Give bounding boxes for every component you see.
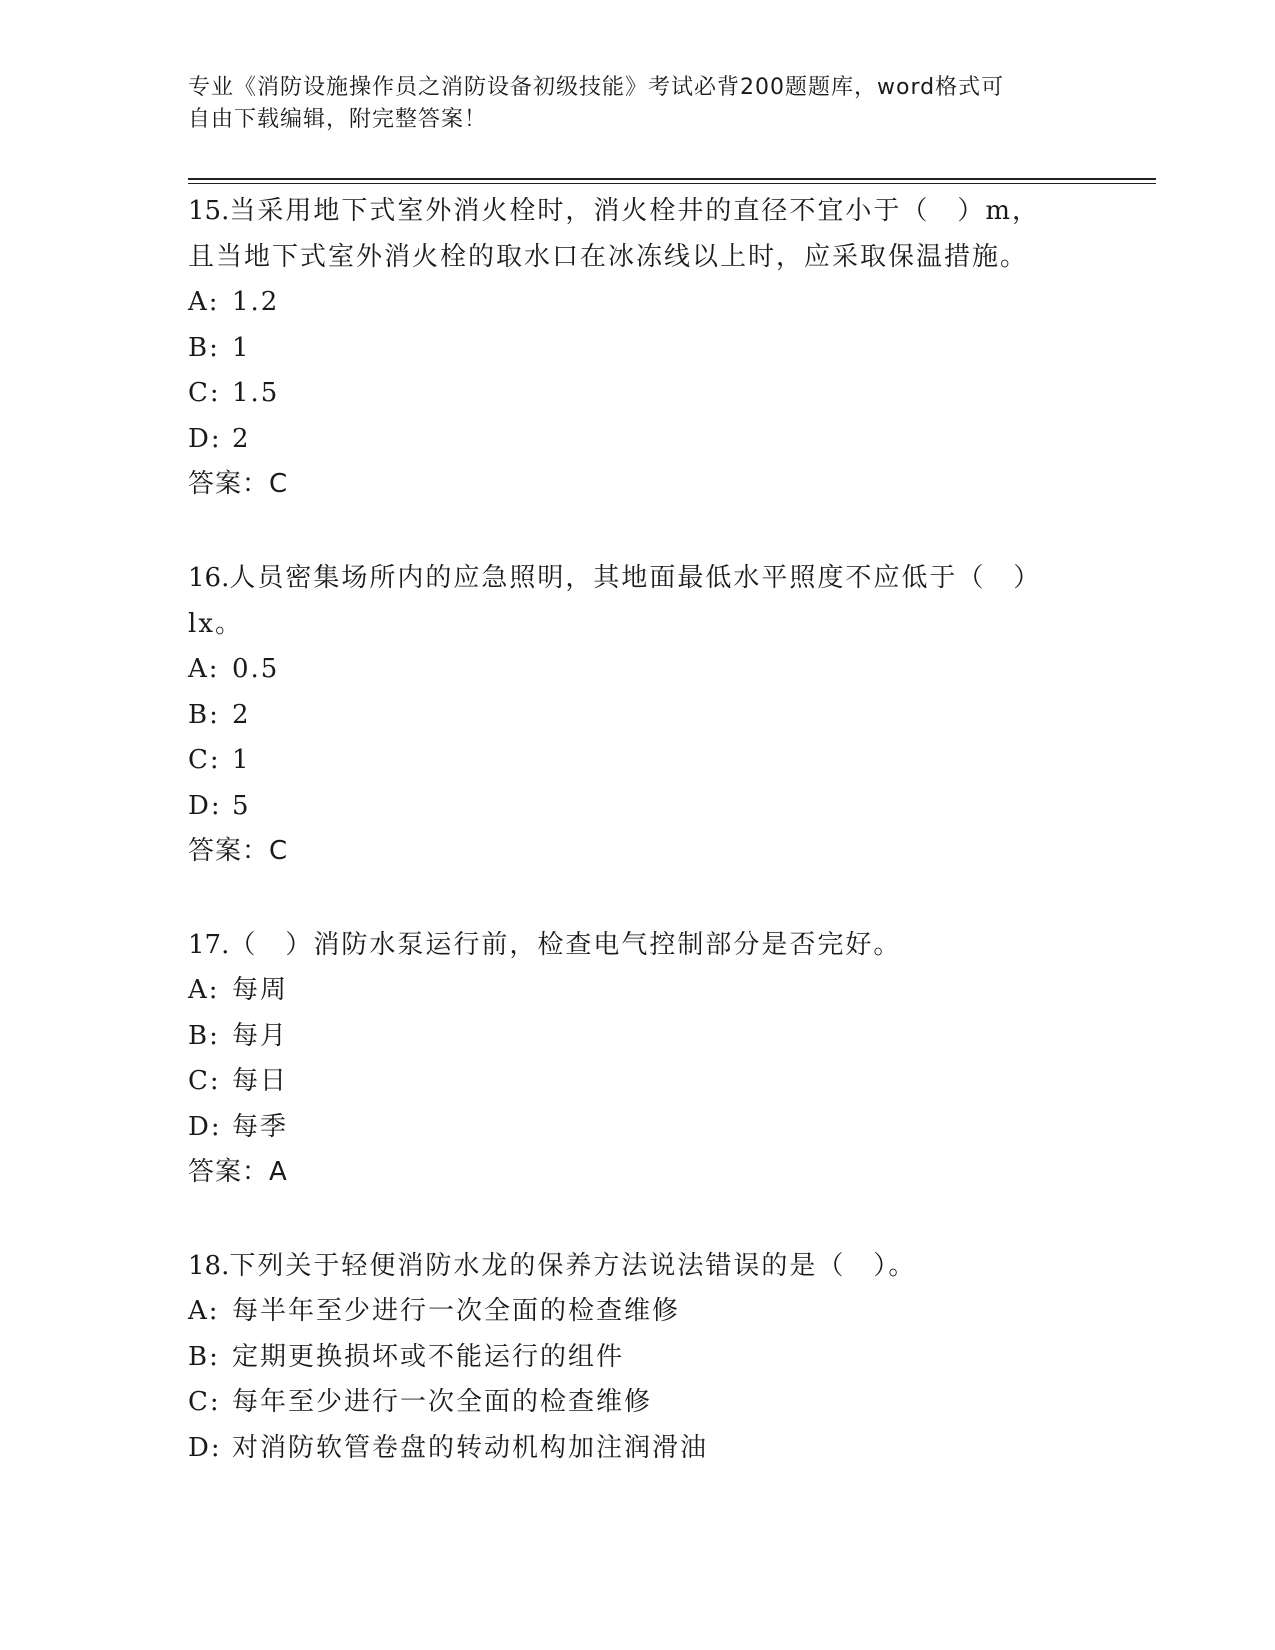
answer-option [188,693,1068,739]
option-key: A: [188,654,220,684]
option-text: 1.2 [232,287,280,317]
answer-line: 答案：C [188,836,289,866]
question-stem [188,922,1068,968]
question-text: lx。 [188,609,243,639]
option-text: 每月 [232,1020,289,1051]
option-key: A: [188,975,220,1005]
answer-option [188,1105,1068,1151]
question-list [188,188,1068,1519]
question-text: 人员密集场所内的应急照明，其地面最低水平照度不应低于（ ） [229,563,1042,593]
option-text: 每半年至少进行一次全面的检查维修 [232,1296,681,1326]
question-text: 且当地下式室外消火栓的取水口在冰冻线以上时，应采取保温措施。 [188,242,1029,272]
answer-option [188,371,1068,417]
option-text: 每年至少进行一次全面的检查维修 [232,1387,653,1417]
question-text: 下列关于轻便消防水龙的保养方法说法错误的是（ ）。 [229,1251,917,1281]
option-key: B: [188,1020,220,1051]
option-text: 定期更换损坏或不能运行的组件 [232,1341,625,1372]
question-number: 18. [188,1251,230,1281]
answer-option [188,1289,1068,1335]
answer-option [188,647,1068,693]
answer-option [188,784,1068,830]
question-stem [188,188,1068,234]
answer-option [188,280,1068,326]
option-text: 对消防软管卷盘的转动机构加注润滑油 [232,1432,709,1463]
option-text: 2 [232,699,251,730]
answer-option [188,1014,1068,1060]
option-text: 5 [232,790,251,821]
header-line-1: 专业《消防设施操作员之消防设备初级技能》考试必背200题题库，word格式可 [188,75,1005,100]
option-text: 每季 [232,1111,289,1142]
question-text: 当采用地下式室外消火栓时，消火栓井的直径不宜小于（ ）m， [229,196,1041,226]
answer-option [188,738,1068,784]
option-key: B: [188,332,220,363]
option-text: 1 [232,745,251,775]
option-text: 每周 [232,975,289,1005]
header-rule-thick [188,178,1156,180]
option-key: D: [188,1432,222,1463]
question-number: 17. [188,930,230,960]
document-header [188,72,1068,136]
question-stem [188,1243,1068,1289]
answer-option [188,1380,1068,1426]
answer-option [188,1426,1068,1472]
question-block [188,188,1068,507]
option-key: B: [188,699,220,730]
option-text: 1 [232,332,251,363]
question-block [188,555,1068,874]
answer-line: 答案：C [188,469,289,499]
question-number: 16. [188,563,230,593]
option-key: C: [188,378,221,408]
question-number: 15. [188,196,230,226]
question-text: （ ）消防水泵运行前，检查电气控制部分是否完好。 [229,930,902,960]
question-stem [188,555,1068,601]
answer-option [188,1059,1068,1105]
option-text: 0.5 [232,654,280,684]
option-key: C: [188,1387,221,1417]
answer-option [188,417,1068,463]
option-key: D: [188,1111,222,1142]
option-key: C: [188,745,221,775]
question-stem-continued [188,234,1068,280]
answer-line: 答案：A [188,1157,288,1187]
header-line-2: 自由下载编辑，附完整答案！ [188,107,488,132]
option-key: A: [188,1296,220,1326]
option-key: D: [188,790,222,821]
option-text: 每日 [232,1066,289,1096]
question-stem-continued [188,601,1068,647]
option-key: C: [188,1066,221,1096]
option-key: D: [188,423,222,454]
option-key: A: [188,287,220,317]
option-text: 1.5 [232,378,280,408]
answer-option [188,1335,1068,1381]
answer-option [188,968,1068,1014]
option-key: B: [188,1341,220,1372]
answer-option [188,326,1068,372]
header-rule-thin [188,183,1156,184]
question-block [188,922,1068,1195]
option-text: 2 [232,423,251,454]
question-block [188,1243,1068,1471]
